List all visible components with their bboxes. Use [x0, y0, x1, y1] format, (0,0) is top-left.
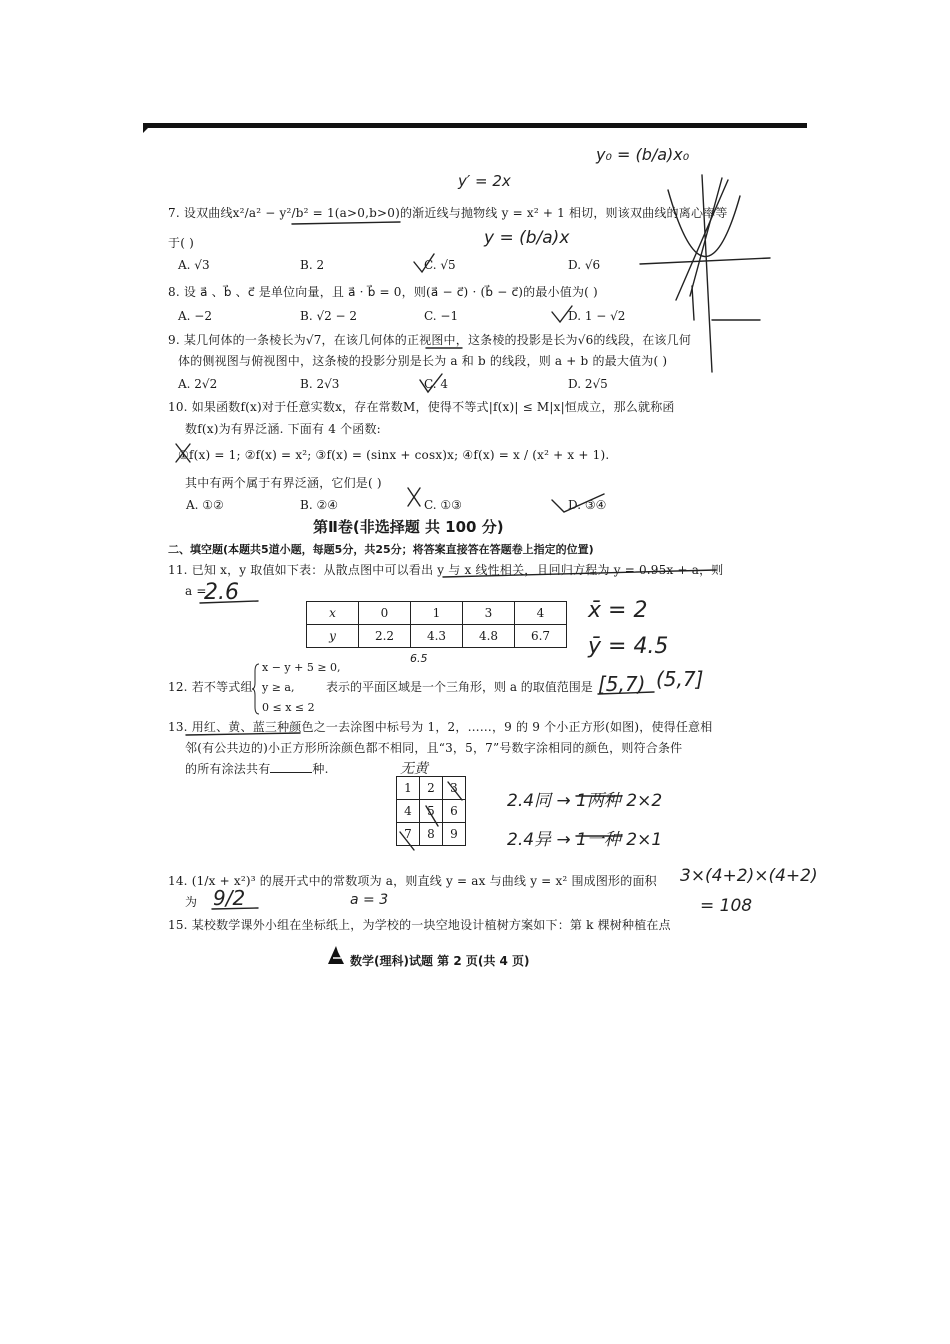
check-mark-q9 [420, 374, 442, 392]
q8-option-a: A. −2 [178, 309, 212, 323]
q7-option-c: C. √5 [424, 258, 456, 272]
grid-cell: 2 [420, 777, 443, 800]
handwriting-q12-answer: [5,7) [598, 672, 646, 696]
q10-option-d: D. ③④ [568, 498, 607, 512]
grid-strike-5 [426, 806, 438, 826]
q12-condition-1: x − y + 5 ≥ 0, [262, 661, 341, 674]
handwriting-q14-work: 3×(4+2)×(4+2) [680, 866, 818, 886]
q10-option-b: B. ②④ [300, 498, 338, 512]
underline-q13 [186, 733, 300, 735]
q9-stem-cont: 体的侧视图与俯视图中，这条棱的投影分别是长为 a 和 b 的线段，则 a + b 的最大值为( ) [178, 354, 668, 368]
q10-option-a: A. ①② [186, 498, 224, 512]
handwriting-q11-note: 6.5 [410, 652, 428, 665]
q13-stem-text: 的所有涂法共有 [185, 762, 271, 776]
q9-option-b: B. 2√3 [300, 377, 340, 391]
handwriting-xbar: x̄ = 2 [588, 598, 648, 623]
sketch-tangent-2 [690, 178, 722, 296]
handwriting-q12-note: (5,7] [656, 667, 704, 691]
q11-stem: 11. 已知 x，y 取值如下表：从散点图中可以看出 y 与 x 线性相关，且回归方程为 y = 0.95x + a，则 [168, 563, 724, 577]
table-cell: 6.7 [515, 625, 567, 648]
q7-option-b: B. 2 [300, 258, 325, 272]
table-cell: 1 [411, 602, 463, 625]
fill-in-heading: 二、填空题(本题共5道小题，每题5分，共25分；将答案直接答在答题卷上指定的位置) [168, 543, 594, 556]
underline-q11 [443, 570, 716, 577]
q12-suffix: 表示的平面区域是一个三角形，则 a 的取值范围是 [326, 680, 593, 694]
q10-functions: ①f(x) = 1; ②f(x) = x²; ③f(x) = (sinx + cosx)x; ④f(x) = x / (x² + x + 1). [178, 448, 610, 462]
grid-strike-3 [448, 782, 462, 800]
table-cell: 0 [359, 602, 411, 625]
q12-condition-3: 0 ≤ x ≤ 2 [262, 701, 315, 714]
table-cell: 2.2 [359, 625, 411, 648]
grid-cell: 5 [420, 800, 443, 823]
grid-cell: 9 [443, 823, 466, 846]
table-header-y: y [307, 625, 359, 648]
grid-cell: 1 [397, 777, 420, 800]
handwriting-q14-work-2: = 108 [700, 896, 753, 916]
q12-condition-2: y ≥ a, [262, 681, 295, 694]
underline-asymptote [292, 222, 400, 224]
cross-q10 [176, 444, 190, 462]
grid-cell: 4 [397, 800, 420, 823]
q8-option-b: B. √2 − 2 [300, 309, 358, 323]
grid-cell: 7 [397, 823, 420, 846]
table-cell: 3 [463, 602, 515, 625]
underline-q14-answer [212, 908, 258, 909]
q12-prefix: 12. 若不等式组 [168, 680, 253, 694]
handwriting-q14-answer: 9/2 [213, 886, 246, 910]
underline-q12-answer [598, 692, 654, 694]
grid-cell: 8 [420, 823, 443, 846]
grid-cell: 6 [443, 800, 466, 823]
check-mark-q10 [552, 494, 607, 512]
q8-option-c: C. −1 [424, 309, 459, 323]
q8-option-d: D. 1 − √2 [568, 309, 626, 323]
check-mark-q7 [414, 254, 434, 272]
handwriting-q14-a: a = 3 [350, 892, 389, 908]
handwriting-q11-answer: 2.6 [204, 580, 239, 605]
check-mark-q8 [552, 306, 572, 322]
grid-strike-7 [400, 832, 414, 850]
handwriting-q13-work-1: 2.4同 → 1两种 2×2 [507, 791, 663, 811]
q9-option-a: A. 2√2 [178, 377, 218, 391]
q9-option-c: C. 4 [424, 377, 449, 391]
q15-stem: 15. 某校数学课外小组在坐标纸上，为学校的一块空地设计植树方案如下：第 k 棵树种植在点 [168, 918, 671, 932]
handwriting-derivative: y′ = 2x [458, 172, 511, 190]
underline-q11-answer [200, 601, 258, 603]
q14-stem-cont: 为 [185, 895, 198, 909]
handwriting-tangent: y₀ = (b/a)x₀ [596, 145, 690, 164]
handwriting-q13-note: 无黄 [400, 761, 428, 777]
q8-stem: 8. 设 a⃗ 、b⃗ 、c⃗ 是单位向量，且 a⃗ · b⃗ = 0，则(a⃗ − c⃗) · (b⃗ − c⃗)的最小值为( ) [168, 285, 598, 299]
sketch-y-axis [702, 175, 712, 372]
handwriting-q13-work-2: 2.4异 → 1一种 2×1 [507, 830, 663, 850]
q10-option-c: C. ①③ [424, 498, 462, 512]
q9-stem: 9. 某几何体的一条棱长为√7，在该几何体的正视图中，这条棱的投影是长为√6的线段，在该几何 [168, 333, 692, 347]
q9-option-d: D. 2√5 [568, 377, 608, 391]
sketch-x-axis [640, 258, 770, 264]
q7-stem: 7. 设双曲线x²/a² − y²/b² = 1(a>0,b>0)的渐近线与抛物线 y = x² + 1 相切，则该双曲线的离心率等 [168, 206, 728, 220]
q7-option-d: D. √6 [568, 258, 601, 272]
q13-stem-cont: 邻(有公共边的)小正方形所涂颜色都不相同，且“3，5，7”号数字涂相同的颜色，则符合条件 [185, 741, 683, 755]
q13-stem-unit: 种. [312, 762, 329, 776]
q10-stem-end: 其中有两个属于有界泛涵，它们是( ) [185, 476, 382, 490]
cross-q10-option-c [408, 488, 420, 506]
section-title: 第Ⅱ卷(非选择题 共 100 分) [313, 518, 504, 536]
q7-stem-cont: 于( ) [168, 236, 194, 250]
handwriting-ybar: ȳ = 4.5 [588, 634, 669, 659]
sketch-tangent-1 [676, 180, 728, 300]
q11-stem-cont: a = [185, 584, 207, 598]
grid-cell: 3 [443, 777, 466, 800]
table-header-x: x [307, 602, 359, 625]
sketch-vector-b [692, 286, 694, 320]
q13-stem: 13. 用红、黄、蓝三种颜色之一去涂图中标号为 1，2，……，9 的 9 个小正方形(如图)，使得任意相 [168, 720, 713, 734]
q14-stem: 14. (1/x + x²)³ 的展开式中的常数项为 a，则直线 y = ax 与曲线 y = x² 围成图形的面积 [168, 874, 657, 888]
q10-stem: 10. 如果函数f(x)对于任意实数x，存在常数M，使得不等式|f(x)| ≤ M|x|恒成立，那么就称函 [168, 400, 675, 414]
q7-option-a: A. √3 [178, 258, 210, 272]
q10-stem-cont: 数f(x)为有界泛涵. 下面有 4 个函数: [185, 422, 381, 436]
page-footer: 数学(理科)试题 第 2 页(共 4 页) [350, 954, 530, 968]
table-cell: 4.8 [463, 625, 515, 648]
table-cell: 4 [515, 602, 567, 625]
table-cell: 4.3 [411, 625, 463, 648]
handwriting-asymptote: y = (b/a)x [484, 228, 570, 248]
